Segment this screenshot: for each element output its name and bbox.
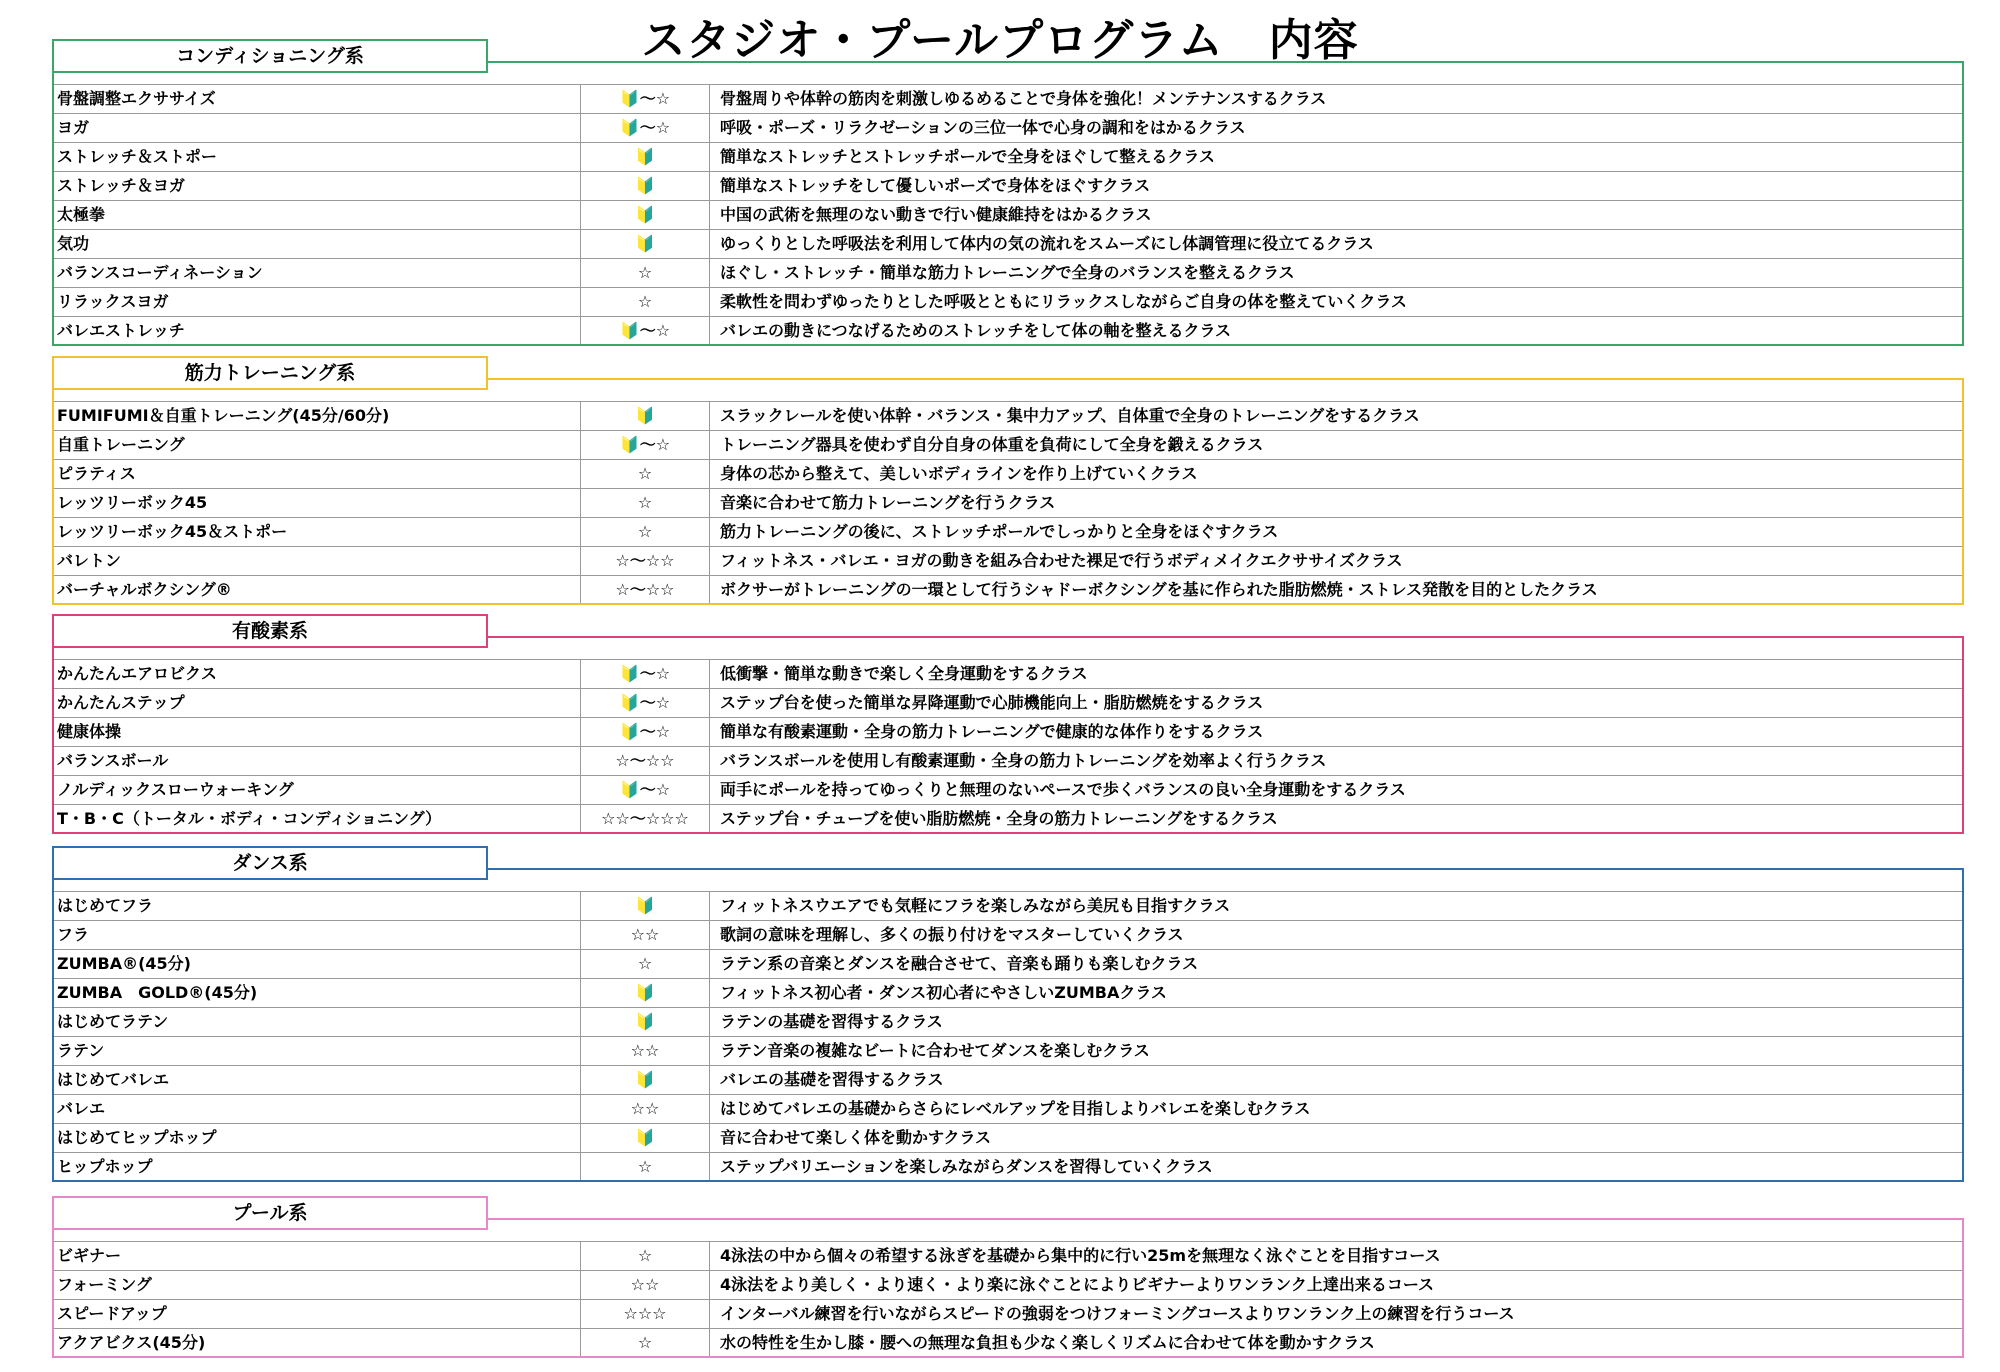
table-row: [54, 920, 1962, 949]
program-level: 🔰～☆: [580, 718, 710, 746]
program-name: フォーミング: [57, 1275, 152, 1294]
table-row: [54, 1152, 1962, 1180]
table-row: [54, 891, 1962, 920]
program-description: ゆっくりとした呼吸法を利用して体内の気の流れをスムーズにし体調管理に役立てるクラス: [720, 234, 1374, 253]
section-label: 筋力トレーニング系: [52, 356, 488, 390]
program-description: バレエの基礎を習得するクラス: [720, 1070, 944, 1089]
program-name: ビギナー: [57, 1246, 122, 1265]
program-table: [54, 401, 1962, 603]
table-row: [54, 1036, 1962, 1065]
program-level: ☆: [580, 288, 710, 316]
program-description: 4泳法の中から個々の希望する泳ぎを基礎から集中的に行い25mを無理なく泳ぐことを目指すコース: [720, 1246, 1441, 1265]
program-level: 🔰～☆: [580, 776, 710, 804]
section-label: ダンス系: [52, 846, 488, 880]
table-row: [54, 459, 1962, 488]
program-description: フィットネス初心者・ダンス初心者にやさしいZUMBAクラス: [720, 983, 1167, 1002]
program-name: ピラティス: [57, 464, 136, 483]
table-row: [54, 171, 1962, 200]
program-description: フィットネス・バレエ・ヨガの動きを組み合わせた裸足で行うボディメイクエクササイズクラス: [720, 551, 1403, 570]
program-level: 🔰: [580, 143, 710, 171]
section-3: [52, 614, 1964, 834]
program-level: ☆☆: [580, 1037, 710, 1065]
table-row: [54, 978, 1962, 1007]
section-1: [52, 39, 1964, 346]
table-row: [54, 688, 1962, 717]
section-table-frame: [52, 1218, 1964, 1358]
table-row: [54, 717, 1962, 746]
program-name: はじめてラテン: [57, 1012, 169, 1031]
program-level: ☆: [580, 518, 710, 546]
program-name: 自重トレーニング: [57, 435, 185, 454]
program-description: バレエの動きにつなげるためのストレッチをして体の軸を整えるクラス: [720, 321, 1232, 340]
program-description: 身体の芯から整えて、美しいボディラインを作り上げていくクラス: [720, 464, 1198, 483]
table-row: [54, 546, 1962, 575]
table-row: [54, 1123, 1962, 1152]
program-level: 🔰: [580, 172, 710, 200]
table-row: [54, 949, 1962, 978]
table-row: [54, 488, 1962, 517]
program-table: [54, 659, 1962, 832]
program-name: ラテン: [57, 1041, 105, 1060]
program-description: 水の特性を生かし膝・腰への無理な負担も少なく楽しくリズムに合わせて体を動かすクラス: [720, 1333, 1375, 1352]
section-label: 有酸素系: [52, 614, 488, 648]
section-4: [52, 846, 1964, 1182]
program-description: ステップ台・チューブを使い脂肪燃焼・全身の筋力トレーニングをするクラス: [720, 809, 1278, 828]
program-level: 🔰～☆: [580, 317, 710, 344]
program-description: はじめてバレエの基礎からさらにレベルアップを目指しよりバレエを楽しむクラス: [720, 1099, 1311, 1118]
table-row: [54, 113, 1962, 142]
program-level: 🔰～☆: [580, 114, 710, 142]
program-description: 骨盤周りや体幹の筋肉を刺激しゆるめることで身体を強化！メンテナンスするクラス: [720, 89, 1327, 108]
program-level: 🔰～☆: [580, 689, 710, 717]
program-name: 健康体操: [57, 722, 122, 741]
table-row: [54, 401, 1962, 430]
program-description: 両手にポールを持ってゆっくりと無理のないペースで歩くバランスの良い全身運動をするクラス: [720, 780, 1406, 799]
program-level: ☆: [580, 489, 710, 517]
table-row: [54, 287, 1962, 316]
table-row: [54, 659, 1962, 688]
section-5: [52, 1196, 1964, 1358]
program-description: 簡単なストレッチをして優しいポーズで身体をほぐすクラス: [720, 176, 1151, 195]
program-name: FUMIFUMI＆自重トレーニング(45分/60分): [57, 406, 390, 425]
program-description: トレーニング器具を使わず自分自身の体重を負荷にして全身を鍛えるクラス: [720, 435, 1264, 454]
program-name: はじめてヒップホップ: [57, 1128, 217, 1147]
program-table: [54, 1241, 1962, 1356]
program-name: ZUMBA GOLD®(45分): [57, 983, 258, 1002]
program-description: 低衝撃・簡単な動きで楽しく全身運動をするクラス: [720, 664, 1088, 683]
section-2: [52, 356, 1964, 605]
program-description: フィットネスウエアでも気軽にフラを楽しみながら美尻も目指すクラス: [720, 896, 1231, 915]
program-level: ☆～☆☆: [580, 747, 710, 775]
program-name: ストレッチ＆ストポー: [57, 147, 217, 166]
program-name: はじめてバレエ: [57, 1070, 170, 1089]
program-description: 呼吸・ポーズ・リラクゼーションの三位一体で心身の調和をはかるクラス: [720, 118, 1246, 137]
table-row: [54, 1065, 1962, 1094]
program-name: 骨盤調整エクササイズ: [57, 89, 216, 108]
program-description: スラックレールを使い体幹・バランス・集中力アップ、自体重で全身のトレーニングをするクラス: [720, 406, 1420, 425]
program-name: バレエストレッチ: [57, 321, 185, 340]
program-name: 気功: [57, 234, 90, 253]
program-description: 筋力トレーニングの後に、ストレッチポールでしっかりと全身をほぐすクラス: [720, 522, 1279, 541]
program-description: 簡単な有酸素運動・全身の筋力トレーニングで健康的な体作りをするクラス: [720, 722, 1264, 741]
section-table-frame: [52, 61, 1964, 346]
table-row: [54, 517, 1962, 546]
program-description: ステップバリエーションを楽しみながらダンスを習得していくクラス: [720, 1157, 1213, 1176]
section-label: プール系: [52, 1196, 488, 1230]
program-description: ステップ台を使った簡単な昇降運動で心肺機能向上・脂肪燃焼をするクラス: [720, 693, 1264, 712]
program-level: 🔰: [580, 1124, 710, 1152]
program-name: フラ: [57, 925, 90, 944]
program-name: リラックスヨガ: [57, 292, 169, 311]
section-table-frame: [52, 868, 1964, 1182]
table-row: [54, 1328, 1962, 1356]
program-level: ☆☆: [580, 921, 710, 949]
program-description: 中国の武術を無理のない動きで行い健康維持をはかるクラス: [720, 205, 1152, 224]
program-level: 🔰～☆: [580, 431, 710, 459]
table-row: [54, 575, 1962, 603]
table-row: [54, 804, 1962, 832]
program-name: ZUMBA®(45分): [57, 954, 191, 973]
program-name: バランスコーディネーション: [57, 263, 263, 282]
section-table-frame: [52, 378, 1964, 605]
program-table: [54, 891, 1962, 1180]
program-name: レッツリーボック45＆ストポー: [57, 522, 288, 541]
program-level: ☆☆: [580, 1095, 710, 1123]
program-level: ☆: [580, 950, 710, 978]
program-table: [54, 84, 1962, 344]
section-table-frame: [52, 636, 1964, 834]
program-name: バレエ: [57, 1099, 106, 1118]
program-name: ヒップホップ: [57, 1157, 153, 1176]
program-level: 🔰～☆: [580, 660, 710, 688]
program-name: バレトン: [57, 551, 122, 570]
program-name: T・B・C（トータル・ボディ・コンディショニング）: [57, 809, 442, 828]
table-row: [54, 1094, 1962, 1123]
program-level: ☆☆☆: [580, 1300, 710, 1328]
program-name: かんたんステップ: [57, 693, 185, 712]
table-row: [54, 1007, 1962, 1036]
program-level: 🔰: [580, 1066, 710, 1094]
table-row: [54, 258, 1962, 287]
table-row: [54, 430, 1962, 459]
program-name: アクアビクス(45分): [57, 1333, 206, 1352]
table-row: [54, 775, 1962, 804]
program-level: ☆: [580, 1329, 710, 1356]
program-name: スピードアップ: [57, 1304, 167, 1323]
program-name: レッツリーボック45: [57, 493, 208, 512]
program-name: ヨガ: [57, 118, 90, 137]
table-row: [54, 1241, 1962, 1270]
program-level: ☆: [580, 1153, 710, 1180]
program-name: はじめてフラ: [57, 896, 154, 915]
program-name: バランスボール: [57, 751, 169, 770]
table-row: [54, 1299, 1962, 1328]
program-description: ほぐし・ストレッチ・簡単な筋力トレーニングで全身のバランスを整えるクラス: [720, 263, 1295, 282]
program-name: バーチャルボクシング®: [57, 580, 232, 599]
program-level: 🔰: [580, 979, 710, 1007]
section-label: コンディショニング系: [52, 39, 488, 73]
program-level: 🔰～☆: [580, 85, 710, 113]
program-name: ノルディックスローウォーキング: [57, 780, 294, 799]
program-name: ストレッチ＆ヨガ: [57, 176, 185, 195]
program-level: 🔰: [580, 402, 710, 430]
program-description: 柔軟性を問わずゆったりとした呼吸とともにリラックスしながらご自身の体を整えていくクラス: [720, 292, 1407, 311]
program-description: 音楽に合わせて筋力トレーニングを行うクラス: [720, 493, 1056, 512]
program-level: ☆: [580, 1242, 710, 1270]
program-description: 音に合わせて楽しく体を動かすクラス: [720, 1128, 992, 1147]
program-description: バランスボールを使用し有酸素運動・全身の筋力トレーニングを効率よく行うクラス: [720, 751, 1327, 770]
program-description: ラテン系の音楽とダンスを融合させて、音楽も踊りも楽しむクラス: [720, 954, 1199, 973]
program-description: 4泳法をより美しく・より速く・より楽に泳ぐことによりビギナーよりワンランク上達出来るコース: [720, 1275, 1435, 1294]
program-description: ボクサーがトレーニングの一環として行うシャドーボクシングを基に作られた脂肪燃焼・ストレス発散を目的としたクラス: [720, 580, 1598, 599]
program-level: ☆～☆☆: [580, 547, 710, 575]
program-description: ラテンの基礎を習得するクラス: [720, 1012, 943, 1031]
table-row: [54, 746, 1962, 775]
program-description: 簡単なストレッチとストレッチポールで全身をほぐして整えるクラス: [720, 147, 1215, 166]
program-level: 🔰: [580, 1008, 710, 1036]
page-title: スタジオ・プールプログラム 内容: [641, 15, 1359, 66]
program-level: ☆☆～☆☆☆: [580, 805, 710, 832]
program-name: 太極拳: [57, 205, 106, 224]
program-level: ☆: [580, 259, 710, 287]
table-row: [54, 84, 1962, 113]
program-level: ☆☆: [580, 1271, 710, 1299]
program-level: 🔰: [580, 892, 710, 920]
table-row: [54, 142, 1962, 171]
program-level: 🔰: [580, 201, 710, 229]
table-row: [54, 229, 1962, 258]
program-description: 歌詞の意味を理解し、多くの振り付けをマスターしていくクラス: [720, 925, 1184, 944]
program-level: ☆: [580, 460, 710, 488]
table-row: [54, 316, 1962, 344]
program-level: ☆～☆☆: [580, 576, 710, 603]
program-level: 🔰: [580, 230, 710, 258]
table-row: [54, 1270, 1962, 1299]
program-name: かんたんエアロビクス: [57, 664, 217, 683]
table-row: [54, 200, 1962, 229]
program-description: インターバル練習を行いながらスピードの強弱をつけフォーミングコースよりワンランク上の練習を行うコース: [720, 1304, 1515, 1323]
program-description: ラテン音楽の複雑なビートに合わせてダンスを楽しむクラス: [720, 1041, 1150, 1060]
